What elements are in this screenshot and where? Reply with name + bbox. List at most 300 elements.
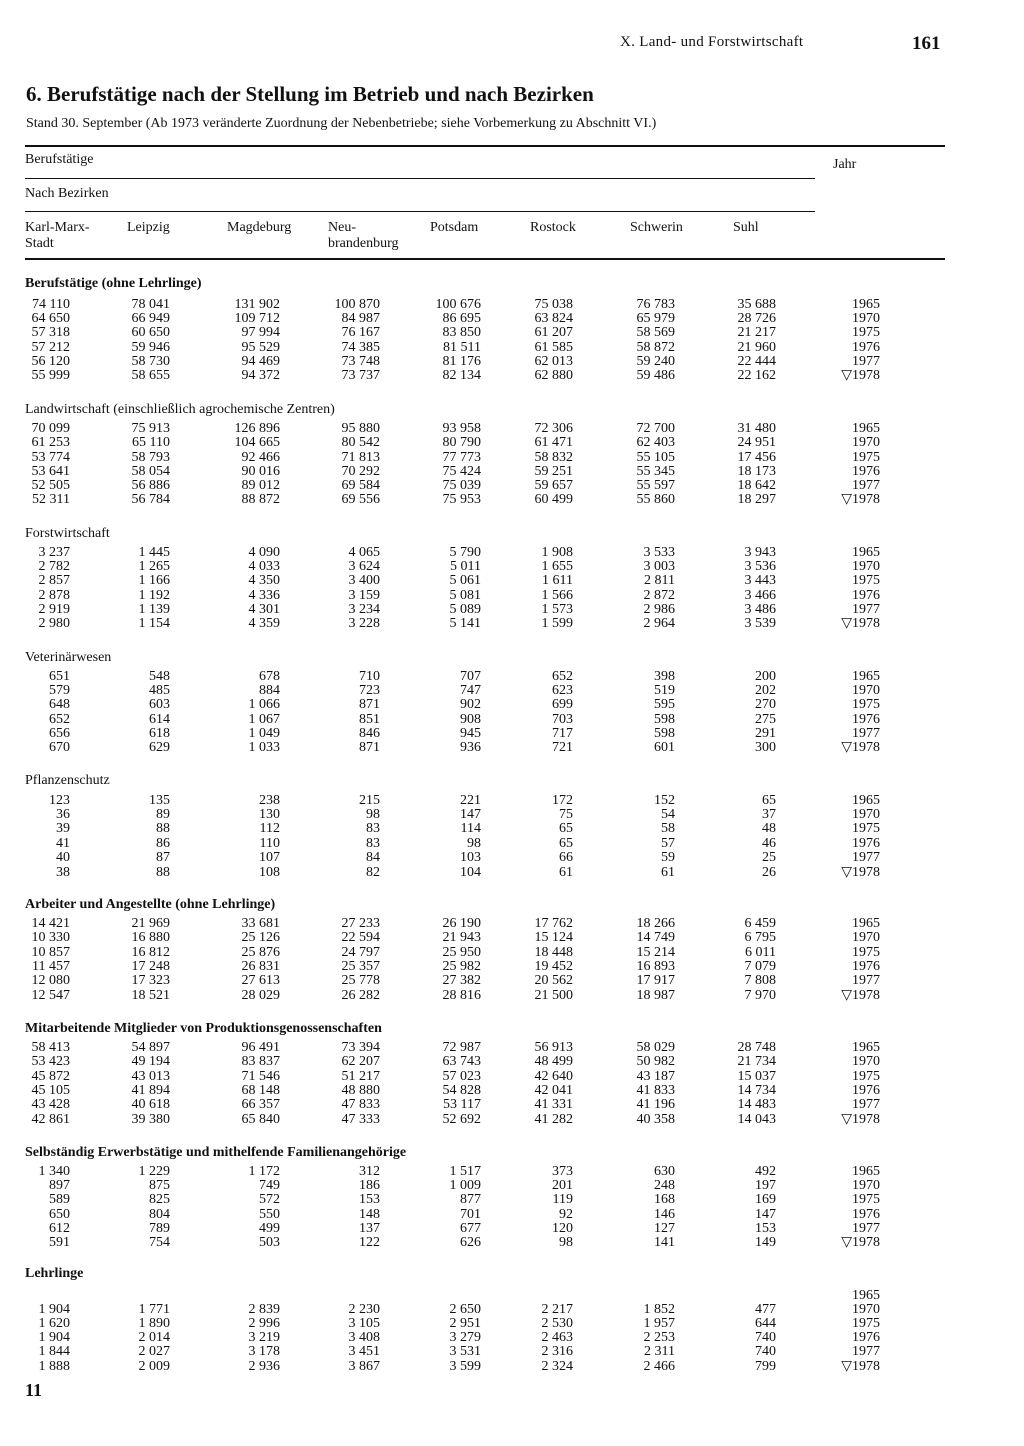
- table-cell: 197: [755, 1178, 776, 1193]
- table-cell: 41 833: [636, 1083, 675, 1098]
- table-cell: 59 946: [131, 340, 170, 355]
- table-cell: 648: [49, 697, 70, 712]
- table-cell: 201: [552, 1178, 573, 1193]
- table-cell: 55 860: [636, 492, 675, 507]
- table-cell: 270: [755, 697, 776, 712]
- table-cell: 65: [762, 793, 776, 808]
- table-cell: 644: [755, 1316, 776, 1331]
- table-cell: 40: [56, 850, 70, 865]
- table-cell: 589: [49, 1192, 70, 1207]
- table-cell: 707: [460, 669, 481, 684]
- table-cell: 123: [49, 793, 70, 808]
- table-cell: 21 960: [737, 340, 776, 355]
- table-cell: 630: [654, 1164, 675, 1179]
- table-cell: 61: [559, 865, 573, 880]
- table-row: [0, 369, 1024, 383]
- header-year-label: Jahr: [833, 157, 857, 172]
- table-cell: 17 323: [131, 973, 170, 988]
- table-cell: 300: [755, 740, 776, 755]
- table-cell: 52 692: [442, 1112, 481, 1127]
- table-cell: 19 452: [534, 959, 573, 974]
- table-cell: 74 385: [341, 340, 380, 355]
- table-cell: 62 880: [534, 368, 573, 383]
- table-cell: 1 166: [138, 573, 170, 588]
- table-cell: 22 162: [737, 368, 776, 383]
- table-cell: 168: [654, 1192, 675, 1207]
- table-cell: 72 987: [442, 1040, 481, 1055]
- year-cell: ▽1978: [841, 492, 880, 507]
- table-cell: 62 403: [636, 435, 675, 450]
- table-cell: 54 897: [131, 1040, 170, 1055]
- table-cell: 215: [359, 793, 380, 808]
- table-cell: 1 139: [138, 602, 170, 617]
- table-cell: 50 982: [636, 1054, 675, 1069]
- table-cell: 14 734: [737, 1083, 776, 1098]
- table-cell: 64 650: [31, 311, 70, 326]
- table-cell: 1 066: [248, 697, 280, 712]
- district-header-rostock: Rostock: [530, 220, 576, 235]
- district-header-neubrandenburg: Neu- brandenburg: [328, 220, 399, 251]
- table-cell: 2 878: [38, 588, 70, 603]
- table-cell: 5 061: [449, 573, 481, 588]
- table-cell: 66: [559, 850, 573, 865]
- table-cell: 65 979: [636, 311, 675, 326]
- table-cell: 703: [552, 712, 573, 727]
- district-header-leipzig: Leipzig: [127, 220, 170, 235]
- year-cell: 1977: [852, 354, 880, 369]
- table-cell: 3 599: [449, 1359, 481, 1374]
- table-cell: 28 816: [442, 988, 481, 1003]
- table-cell: 58 655: [131, 368, 170, 383]
- table-cell: 603: [149, 697, 170, 712]
- table-row: [0, 851, 1024, 865]
- table-cell: 58 730: [131, 354, 170, 369]
- table-cell: 88: [156, 865, 170, 880]
- table-cell: 875: [149, 1178, 170, 1193]
- year-cell: 1970: [852, 1302, 880, 1317]
- table-cell: 17 762: [534, 916, 573, 931]
- table-cell: 61 585: [534, 340, 573, 355]
- table-cell: 59 251: [534, 464, 573, 479]
- table-cell: 75: [559, 807, 573, 822]
- table-row: [0, 698, 1024, 712]
- year-cell: 1977: [852, 973, 880, 988]
- table-cell: 312: [359, 1164, 380, 1179]
- table-cell: 56 886: [131, 478, 170, 493]
- table-cell: 131 902: [234, 297, 280, 312]
- table-cell: 740: [755, 1330, 776, 1345]
- table-cell: 651: [49, 669, 70, 684]
- table-cell: 153: [359, 1192, 380, 1207]
- table-cell: 58 029: [636, 1040, 675, 1055]
- table-cell: 2 919: [38, 602, 70, 617]
- table-cell: 701: [460, 1207, 481, 1222]
- table-cell: 4 090: [248, 545, 280, 560]
- table-cell: 2 311: [644, 1344, 675, 1359]
- table-cell: 55 105: [636, 450, 675, 465]
- table-row: [0, 822, 1024, 836]
- table-cell: 2 964: [643, 616, 675, 631]
- table-cell: 82 134: [442, 368, 481, 383]
- table-cell: 69 556: [341, 492, 380, 507]
- table-cell: 104 665: [234, 435, 280, 450]
- table-cell: 127: [654, 1221, 675, 1236]
- table-cell: 141: [654, 1235, 675, 1250]
- table-cell: 1 192: [138, 588, 170, 603]
- table-row: [0, 741, 1024, 755]
- year-cell: 1976: [852, 464, 880, 479]
- year-cell: ▽1978: [841, 1359, 880, 1374]
- header-group-label: Berufstätige: [25, 152, 94, 167]
- year-cell: ▽1978: [841, 616, 880, 631]
- table-cell: 656: [49, 726, 70, 741]
- table-cell: 1 888: [38, 1359, 70, 1374]
- table-cell: 61 207: [534, 325, 573, 340]
- table-cell: 499: [259, 1221, 280, 1236]
- table-cell: 70 292: [341, 464, 380, 479]
- year-cell: 1976: [852, 1207, 880, 1222]
- table-cell: 48 499: [534, 1054, 573, 1069]
- header-subgroup-label: Nach Bezirken: [25, 186, 109, 201]
- table-cell: 721: [552, 740, 573, 755]
- table-cell: 89: [156, 807, 170, 822]
- table-cell: 65 110: [132, 435, 170, 450]
- table-cell: 17 248: [131, 959, 170, 974]
- table-cell: 75 913: [131, 421, 170, 436]
- table-cell: 612: [49, 1221, 70, 1236]
- table-cell: 75 424: [442, 464, 481, 479]
- table-cell: 10 857: [31, 945, 70, 960]
- table-cell: 42 640: [534, 1069, 573, 1084]
- table-cell: 1 340: [38, 1164, 70, 1179]
- table-cell: 104: [460, 865, 481, 880]
- table-cell: 2 463: [541, 1330, 573, 1345]
- table-cell: 1 908: [541, 545, 573, 560]
- table-cell: 1 890: [138, 1316, 170, 1331]
- table-cell: 1 611: [542, 573, 573, 588]
- table-cell: 73 394: [341, 1040, 380, 1055]
- table-cell: 2 951: [449, 1316, 481, 1331]
- year-cell: 1975: [852, 945, 880, 960]
- table-cell: 26: [762, 865, 776, 880]
- table-cell: 2 936: [248, 1359, 280, 1374]
- table-cell: 53 423: [31, 1054, 70, 1069]
- table-cell: 41 282: [534, 1112, 573, 1127]
- table-cell: 1 154: [138, 616, 170, 631]
- table-cell: 81 176: [442, 354, 481, 369]
- table-cell: 710: [359, 669, 380, 684]
- table-cell: 21 500: [534, 988, 573, 1003]
- year-cell: ▽1978: [841, 1112, 880, 1127]
- table-cell: 26 190: [442, 916, 481, 931]
- table-cell: 114: [460, 821, 481, 836]
- table-cell: 945: [460, 726, 481, 741]
- table-cell: 59: [661, 850, 675, 865]
- table-cell: 1 517: [449, 1164, 481, 1179]
- table-cell: 7 808: [744, 973, 776, 988]
- table-cell: 5 089: [449, 602, 481, 617]
- table-cell: 3 867: [348, 1359, 380, 1374]
- year-cell: 1976: [852, 1330, 880, 1345]
- table-cell: 78 041: [131, 297, 170, 312]
- table-cell: 3 466: [744, 588, 776, 603]
- year-cell: ▽1978: [841, 1235, 880, 1250]
- table-cell: 572: [259, 1192, 280, 1207]
- table-cell: 22 444: [737, 354, 776, 369]
- table-cell: 88 872: [241, 492, 280, 507]
- table-cell: 3 228: [348, 616, 380, 631]
- table-cell: 108: [259, 865, 280, 880]
- table-cell: 21 943: [442, 930, 481, 945]
- table-cell: 3 408: [348, 1330, 380, 1345]
- table-cell: 47 833: [341, 1097, 380, 1112]
- section-title: Mitarbeitende Mitglieder von Produktionsgenossenschaften: [25, 1021, 382, 1036]
- table-cell: 717: [552, 726, 573, 741]
- table-cell: 83: [366, 821, 380, 836]
- table-cell: 73 748: [341, 354, 380, 369]
- table-cell: 799: [755, 1359, 776, 1374]
- table-cell: 98: [559, 1235, 573, 1250]
- table-cell: 149: [755, 1235, 776, 1250]
- table-cell: 59 657: [534, 478, 573, 493]
- table-cell: 1 049: [248, 726, 280, 741]
- table-cell: 41: [56, 836, 70, 851]
- year-cell: 1965: [852, 297, 880, 312]
- table-cell: 76 167: [341, 325, 380, 340]
- table-cell: 57: [661, 836, 675, 851]
- table-row: [0, 1098, 1024, 1112]
- table-cell: 100 676: [435, 297, 481, 312]
- table-cell: 579: [49, 683, 70, 698]
- table-row: [0, 1193, 1024, 1207]
- table-cell: 2 986: [643, 602, 675, 617]
- table-cell: 36: [56, 807, 70, 822]
- table-cell: 3 533: [643, 545, 675, 560]
- table-cell: 83 837: [241, 1054, 280, 1069]
- table-cell: 3 539: [744, 616, 776, 631]
- table-cell: 652: [49, 712, 70, 727]
- table-row: [0, 1360, 1024, 1374]
- year-cell: ▽1978: [841, 865, 880, 880]
- year-cell: 1970: [852, 559, 880, 574]
- table-cell: 3 400: [348, 573, 380, 588]
- table-cell: 62 207: [341, 1054, 380, 1069]
- table-cell: 902: [460, 697, 481, 712]
- section-title: Forstwirtschaft: [25, 526, 110, 541]
- table-cell: 146: [654, 1207, 675, 1222]
- year-cell: 1965: [852, 669, 880, 684]
- table-cell: 3 451: [348, 1344, 380, 1359]
- table-cell: 503: [259, 1235, 280, 1250]
- table-cell: 11 457: [32, 959, 70, 974]
- table-cell: 754: [149, 1235, 170, 1250]
- table-cell: 42 041: [534, 1083, 573, 1098]
- table-cell: 59 486: [636, 368, 675, 383]
- table-cell: 16 812: [131, 945, 170, 960]
- table-cell: 12 547: [31, 988, 70, 1003]
- table-cell: 4 065: [348, 545, 380, 560]
- table-cell: 98: [467, 836, 481, 851]
- table-cell: 2 316: [541, 1344, 573, 1359]
- table-row: [0, 436, 1024, 450]
- table-cell: 126 896: [234, 421, 280, 436]
- table-cell: 52 311: [32, 492, 70, 507]
- table-row: [0, 326, 1024, 340]
- table-cell: 75 038: [534, 297, 573, 312]
- table-cell: 2 857: [38, 573, 70, 588]
- table-cell: 5 141: [449, 616, 481, 631]
- table-cell: 485: [149, 683, 170, 698]
- table-cell: 3 531: [449, 1344, 481, 1359]
- table-cell: 25 876: [241, 945, 280, 960]
- table-cell: 3 279: [449, 1330, 481, 1345]
- table-cell: 21 734: [737, 1054, 776, 1069]
- table-cell: 28 748: [737, 1040, 776, 1055]
- table-cell: 109 712: [234, 311, 280, 326]
- table-row: [0, 1113, 1024, 1127]
- table-cell: 42 861: [31, 1112, 70, 1127]
- table-cell: 21 969: [131, 916, 170, 931]
- table-cell: 26 831: [241, 959, 280, 974]
- table-cell: 169: [755, 1192, 776, 1207]
- table-cell: 58: [661, 821, 675, 836]
- table-cell: 43 187: [636, 1069, 675, 1084]
- table-cell: 40 618: [131, 1097, 170, 1112]
- table-cell: 27 613: [241, 973, 280, 988]
- year-cell: 1965: [852, 421, 880, 436]
- table-cell: 53 641: [31, 464, 70, 479]
- table-row: [0, 1345, 1024, 1359]
- table-cell: 120: [552, 1221, 573, 1236]
- table-cell: 60 499: [534, 492, 573, 507]
- table-cell: 60 650: [131, 325, 170, 340]
- table-cell: 5 790: [449, 545, 481, 560]
- section-title: Berufstätige (ohne Lehrlinge): [25, 276, 202, 291]
- table-cell: 723: [359, 683, 380, 698]
- table-cell: 2 009: [138, 1359, 170, 1374]
- table-cell: 77 773: [442, 450, 481, 465]
- table-cell: 936: [460, 740, 481, 755]
- table-cell: 53 774: [31, 450, 70, 465]
- table-cell: 80 542: [341, 435, 380, 450]
- table-cell: 626: [460, 1235, 481, 1250]
- table-cell: 86: [156, 836, 170, 851]
- table-cell: 3 234: [348, 602, 380, 617]
- table-cell: 871: [359, 697, 380, 712]
- table-cell: 789: [149, 1221, 170, 1236]
- table-cell: 291: [755, 726, 776, 741]
- table-cell: 71 546: [241, 1069, 280, 1084]
- year-cell: 1975: [852, 821, 880, 836]
- table-cell: 84: [366, 850, 380, 865]
- table-cell: 27 382: [442, 973, 481, 988]
- section-title: Landwirtschaft (einschließlich agrochemische Zentren): [25, 402, 335, 417]
- table-cell: 137: [359, 1221, 380, 1236]
- table-cell: 16 880: [131, 930, 170, 945]
- table-cell: 623: [552, 683, 573, 698]
- table-cell: 4 359: [248, 616, 280, 631]
- table-cell: 1 904: [38, 1330, 70, 1345]
- table-cell: 26 282: [341, 988, 380, 1003]
- table-cell: 17 917: [636, 973, 675, 988]
- table-cell: 186: [359, 1178, 380, 1193]
- table-cell: 601: [654, 740, 675, 755]
- table-cell: 1 573: [541, 602, 573, 617]
- table-row: [0, 989, 1024, 1003]
- table-cell: 153: [755, 1221, 776, 1236]
- table-cell: 92 466: [241, 450, 280, 465]
- table-cell: 39: [56, 821, 70, 836]
- table-cell: 238: [259, 793, 280, 808]
- table-cell: 670: [49, 740, 70, 755]
- table-cell: 15 124: [534, 930, 573, 945]
- table-cell: 75 953: [442, 492, 481, 507]
- year-cell: 1976: [852, 588, 880, 603]
- table-cell: 21 217: [737, 325, 776, 340]
- table-cell: 71 813: [341, 450, 380, 465]
- table-cell: 49 194: [131, 1054, 170, 1069]
- table-cell: 25 982: [442, 959, 481, 974]
- table-cell: 122: [359, 1235, 380, 1250]
- table-cell: 58 793: [131, 450, 170, 465]
- table-cell: 112: [259, 821, 280, 836]
- table-cell: 14 749: [636, 930, 675, 945]
- table-cell: 3 178: [248, 1344, 280, 1359]
- table-cell: 2 980: [38, 616, 70, 631]
- year-cell: 1975: [852, 1069, 880, 1084]
- table-cell: 45 105: [31, 1083, 70, 1098]
- table-cell: 3 943: [744, 545, 776, 560]
- year-cell: 1965: [852, 545, 880, 560]
- table-cell: 18 521: [131, 988, 170, 1003]
- table-cell: 825: [149, 1192, 170, 1207]
- table-cell: 18 642: [737, 478, 776, 493]
- year-cell: 1975: [852, 450, 880, 465]
- section-title: Lehrlinge: [25, 1266, 84, 1281]
- table-cell: 747: [460, 683, 481, 698]
- table-cell: 43 428: [31, 1097, 70, 1112]
- table-cell: 57 212: [31, 340, 70, 355]
- year-cell: 1970: [852, 807, 880, 822]
- header-rule-top: [25, 145, 945, 147]
- table-cell: 3 536: [744, 559, 776, 574]
- table-title: 6. Berufstätige nach der Stellung im Betrieb und nach Bezirken: [26, 82, 594, 106]
- table-row: [0, 493, 1024, 507]
- table-cell: 152: [654, 793, 675, 808]
- table-cell: 1 566: [541, 588, 573, 603]
- table-cell: 749: [259, 1178, 280, 1193]
- section-title: Veterinärwesen: [25, 650, 112, 665]
- table-cell: 1 852: [643, 1302, 675, 1317]
- table-cell: 31 480: [737, 421, 776, 436]
- district-header-suhl: Suhl: [733, 220, 759, 235]
- table-cell: 58 832: [534, 450, 573, 465]
- header-rule-subgroup: [25, 211, 815, 212]
- table-cell: 614: [149, 712, 170, 727]
- table-cell: 6 795: [744, 930, 776, 945]
- table-cell: 61: [661, 865, 675, 880]
- table-cell: 83 850: [442, 325, 481, 340]
- table-cell: 846: [359, 726, 380, 741]
- section-title: Selbständig Erwerbstätige und mithelfende Familienangehörige: [25, 1145, 407, 1160]
- table-cell: 652: [552, 669, 573, 684]
- table-cell: 6 011: [745, 945, 776, 960]
- table-cell: 82: [366, 865, 380, 880]
- table-cell: 45 872: [31, 1069, 70, 1084]
- table-cell: 908: [460, 712, 481, 727]
- district-header-magdeburg: Magdeburg: [227, 220, 292, 235]
- table-cell: 63 743: [442, 1054, 481, 1069]
